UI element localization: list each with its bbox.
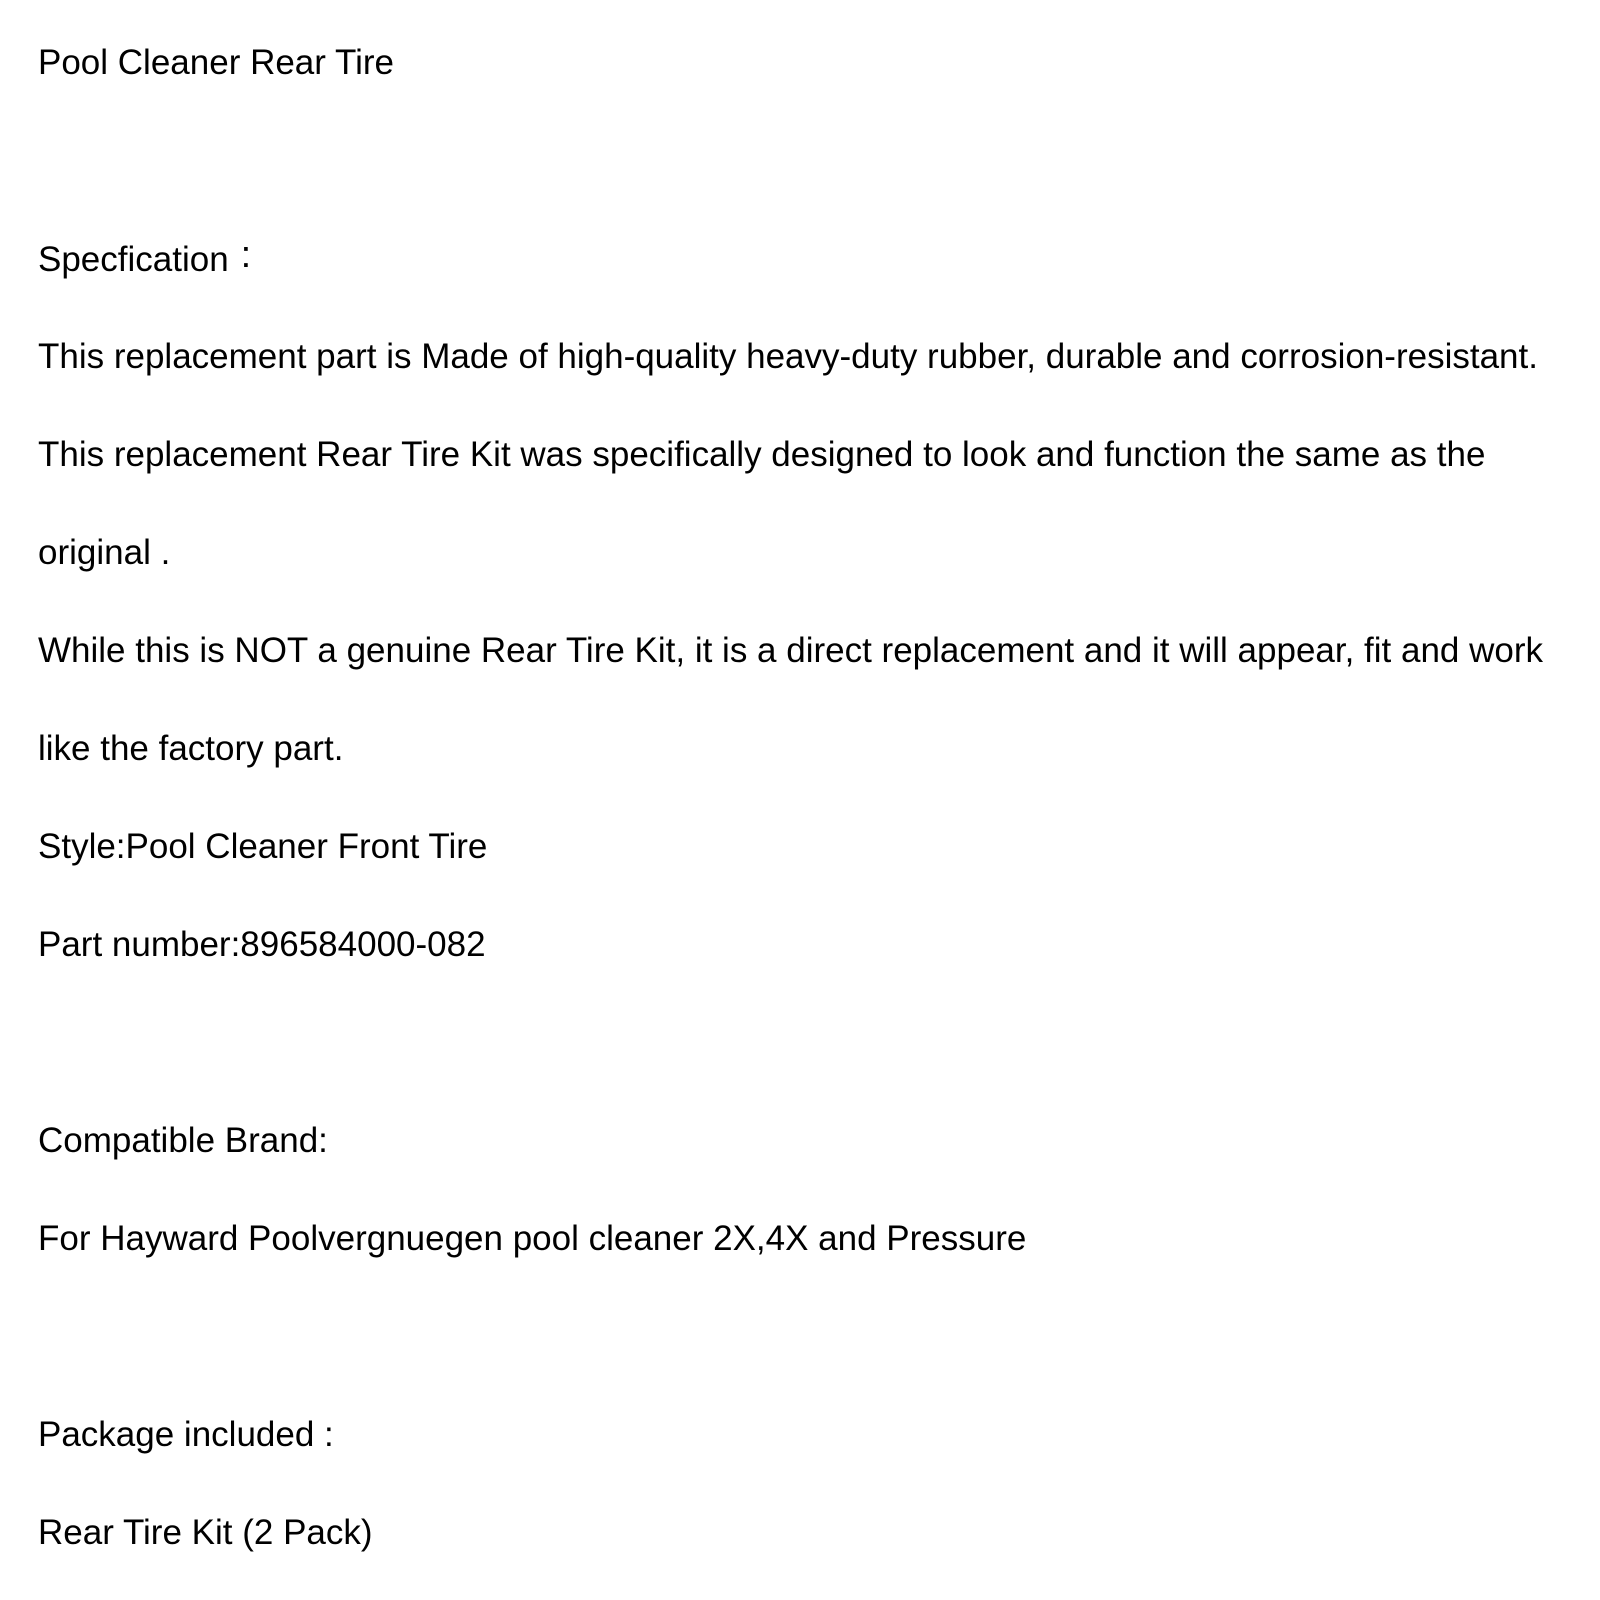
fullwidth-colon: : [240,234,252,276]
style-line: Style:Pool Cleaner Front Tire [38,827,488,866]
package-contents-line: Rear Tire Kit (2 Pack) [38,1513,373,1552]
blank-line [38,994,1570,1092]
spec-replacement-line-2: like the factory part. [38,729,344,768]
spec-design-line-1: This replacement Rear Tire Kit was specifically designed to look and function the same as the [38,435,1486,474]
product-title: Pool Cleaner Rear Tire [38,43,394,82]
spec-replacement-line-1: While this is NOT a genuine Rear Tire Kit, it is a direct replacement and it will appear, fit and work [38,631,1544,670]
blank-line [38,112,1570,210]
package-included-heading: Package included : [38,1415,334,1454]
blank-line [38,1288,1570,1386]
specification-heading-label: Specfication [38,240,229,279]
compatible-brand-heading: Compatible Brand: [38,1121,328,1160]
compatible-brand-line: For Hayward Poolvergnuegen pool cleaner 2X,4X and Pressure [38,1219,1027,1258]
spec-design-line-2: original . [38,533,171,572]
specification-heading [38,210,1570,308]
spec-material-line: This replacement part is Made of high-quality heavy-duty rubber, durable and corrosion-resistant. [38,337,1538,376]
part-number-line: Part number:896584000-082 [38,925,486,964]
